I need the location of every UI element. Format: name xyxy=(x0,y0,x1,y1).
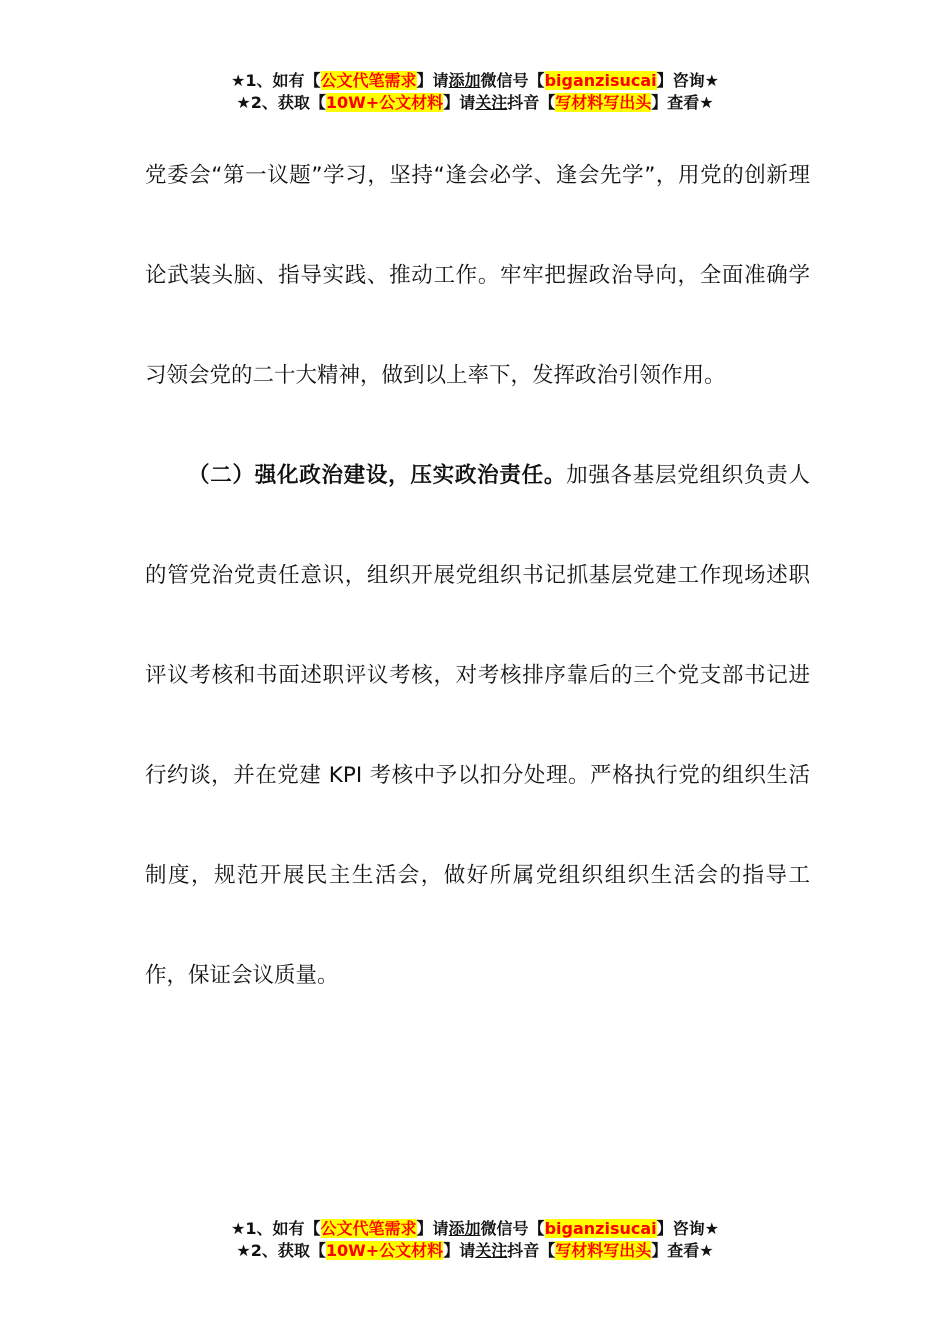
highlight-wechat-id: biganzisucai xyxy=(544,1219,657,1238)
highlight-materials: 10W+公文材料 xyxy=(325,93,444,112)
paragraph-1: 党委会“第一议题”学习，坚持“逢会必学、逢会先学”，用党的创新理论武装头脑、指导实践、推动工作。牢牢把握政治导向，全面准确学习领会党的二十大精神，做到以上率下，发挥政治引领作用。 xyxy=(145,163,810,388)
banner-line-2: ★2、获取【10W+公文材料】请关注抖音【写材料写出头】查看★ xyxy=(236,93,714,112)
document-body xyxy=(145,126,810,1026)
footer-line-1: ★1、如有【公文代笔需求】请添加微信号【biganzisucai】咨询★ xyxy=(231,1219,719,1238)
section-heading: （二）强化政治建设，压实政治责任。 xyxy=(188,463,567,488)
highlight-service: 公文代笔需求 xyxy=(320,1219,417,1238)
highlight-douyin: 写材料写出头 xyxy=(555,1241,652,1260)
highlight-wechat-id: biganzisucai xyxy=(544,71,657,90)
highlight-service: 公文代笔需求 xyxy=(320,71,417,90)
highlight-materials: 10W+公文材料 xyxy=(325,1241,444,1260)
banner-line-1: ★1、如有【公文代笔需求】请添加微信号【biganzisucai】咨询★ xyxy=(231,71,719,90)
footer-banner xyxy=(0,1218,950,1262)
highlight-douyin: 写材料写出头 xyxy=(555,93,652,112)
paragraph-2-text: 加强各基层党组织负责人的管党治党责任意识，组织开展党组织书记抓基层党建工作现场述职评议考核和书面述职评议考核，对考核排序靠后的三个党支部书记进行约谈，并在党建 KPI 考核中予以扣分处理。严格执行党的组织生活制度，规范开展民主生活会，做好所属党组织组织生活会的指导工作，保证会议质量。 xyxy=(145,463,810,988)
header-banner xyxy=(0,70,950,114)
paragraph-2 xyxy=(145,426,810,1026)
footer-line-2: ★2、获取【10W+公文材料】请关注抖音【写材料写出头】查看★ xyxy=(236,1241,714,1260)
